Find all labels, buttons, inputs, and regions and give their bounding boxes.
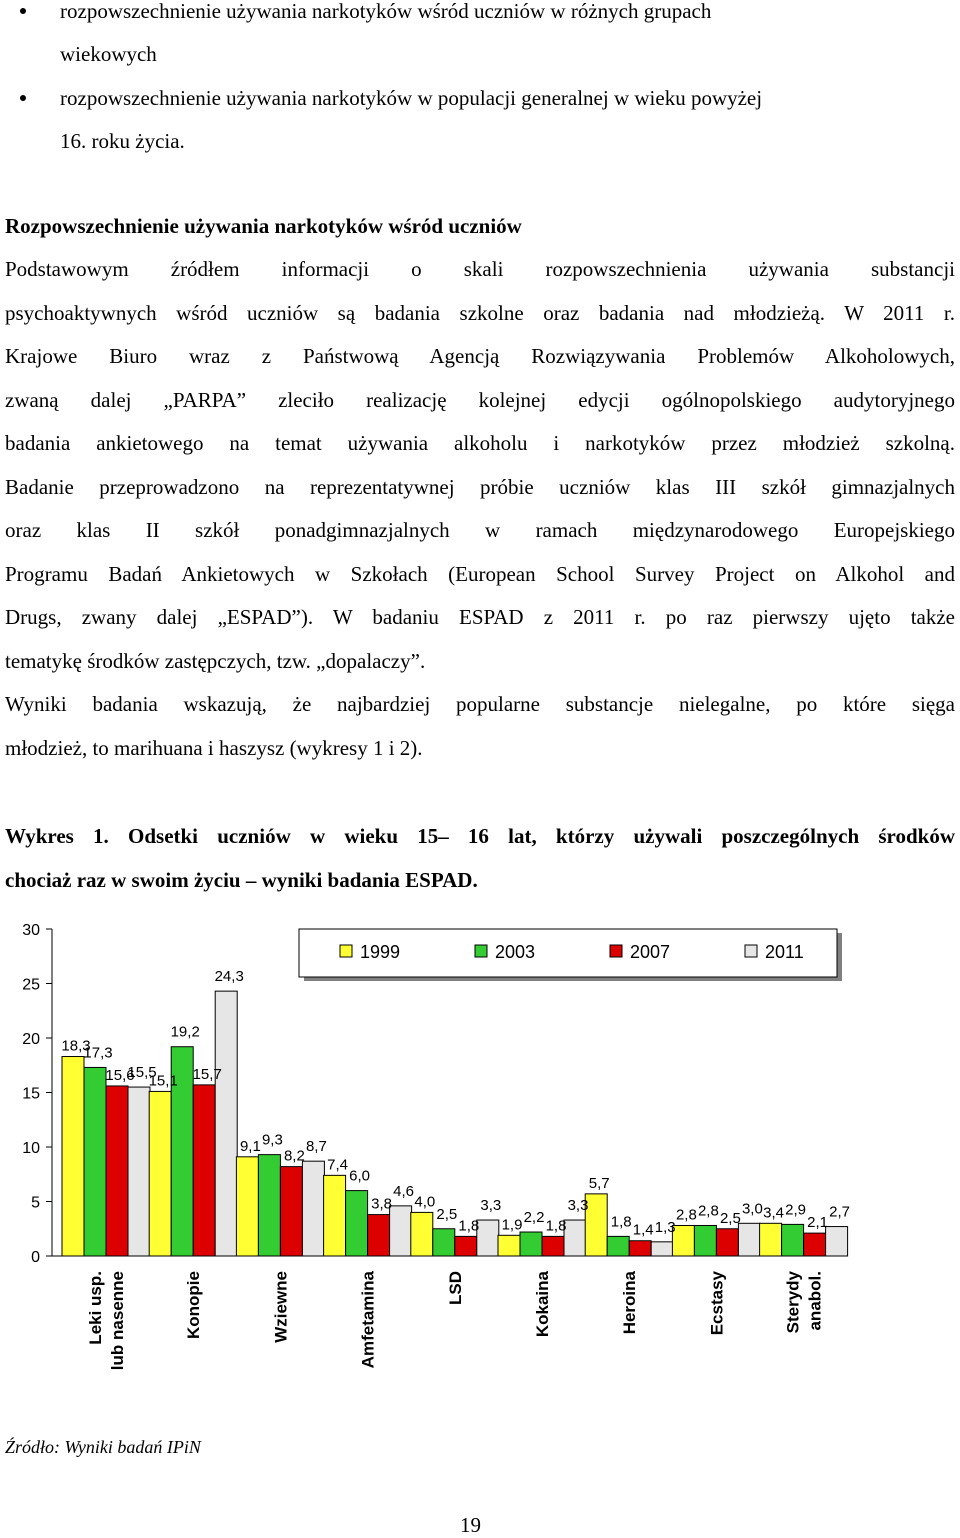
bar-2003: [346, 1191, 368, 1256]
paragraph-line: młodzież, to marihuana i haszysz (wykresy 1 i 2).: [5, 736, 423, 760]
paragraph-line: Wyniki badania wskazują, że najbardziej popularne substancje nielegalne, po które sięga: [5, 692, 955, 716]
source-note: Źródło: Wyniki badań IPiN: [5, 1437, 201, 1457]
data-label: 8,2: [283, 1147, 305, 1165]
bar-1999: [62, 1057, 84, 1256]
y-tick-label: 15: [22, 1085, 40, 1103]
bar-2003: [694, 1225, 716, 1256]
bar-2007: [368, 1215, 390, 1256]
data-label: 2,8: [675, 1206, 697, 1224]
bullet-text-continued: wiekowych: [60, 42, 157, 66]
data-label: 15,5: [127, 1064, 157, 1082]
bar-2007: [106, 1086, 128, 1256]
category-label: anabol.: [805, 1271, 825, 1331]
paragraph-line: Drugs, zwany dalej „ESPAD”). W badaniu ESPAD z 2011 r. po raz pierwszy ujęto także: [5, 605, 955, 629]
data-label: 2,7: [829, 1203, 851, 1221]
data-label: 3,0: [741, 1200, 763, 1218]
bar-1999: [498, 1235, 520, 1256]
legend-swatch: [340, 945, 352, 957]
paragraph-line: tematykę środków zastępczych, tzw. „dopalaczy”.: [5, 649, 426, 673]
data-label: 1,3: [654, 1218, 676, 1236]
bar-1999: [324, 1175, 346, 1256]
data-label: 1,8: [610, 1213, 632, 1231]
bullet-dot-icon: [20, 8, 26, 14]
bar-2011: [477, 1220, 499, 1256]
data-label: 3,3: [567, 1197, 589, 1215]
category-label: LSD: [445, 1271, 465, 1305]
bar-2011: [826, 1227, 848, 1256]
data-label: 19,2: [170, 1023, 200, 1041]
figure-caption: Wykres 1. Odsetki uczniów w wieku 15– 16 lat, którzy używali poszczególnych środków: [5, 824, 955, 848]
data-label: 3,8: [371, 1195, 393, 1213]
data-label: 24,3: [214, 968, 244, 986]
paragraph-line: Podstawowym źródłem informacji o skali rozpowszechnienia używania substancji: [5, 257, 955, 281]
data-label: 6,0: [349, 1167, 371, 1185]
section-heading: Rozpowszechnienie używania narkotyków wśród uczniów: [5, 214, 522, 238]
data-label: 2,5: [436, 1205, 458, 1223]
category-label: lub nasenne: [108, 1271, 127, 1371]
bar-chart: [0, 915, 960, 1385]
data-label: 1,8: [545, 1217, 567, 1235]
data-label: 8,7: [305, 1138, 327, 1156]
legend-label: 2003: [495, 942, 536, 962]
category-label: Ecstasy: [707, 1271, 727, 1336]
data-label: 9,1: [239, 1137, 261, 1155]
bar-2003: [84, 1067, 106, 1256]
data-label: 7,4: [327, 1156, 349, 1174]
data-label: 4,0: [414, 1193, 436, 1211]
legend-swatch: [610, 945, 622, 957]
y-axis: [22, 922, 52, 1266]
data-label: 5,7: [588, 1174, 610, 1192]
bar-1999: [672, 1225, 694, 1256]
bar-2011: [302, 1161, 324, 1256]
data-label: 2,9: [785, 1201, 807, 1219]
y-tick-label: 0: [31, 1249, 40, 1266]
bar-2011: [738, 1223, 760, 1256]
figure-caption-continued: chociaż raz w swoim życiu – wyniki badania ESPAD.: [5, 868, 478, 892]
bar-2007: [629, 1241, 651, 1256]
bar-2007: [804, 1233, 826, 1256]
data-label: 9,3: [261, 1131, 283, 1149]
category-label: Leki usp.: [86, 1271, 105, 1345]
data-label: 18,3: [61, 1037, 91, 1055]
data-label: 2,5: [719, 1209, 741, 1227]
legend-swatch: [475, 945, 487, 957]
paragraph-line: Krajowe Biuro wraz z Państwową Agencją Rozwiązywania Problemów Alkoholowych,: [5, 344, 955, 368]
category-label: Amfetamina: [358, 1271, 378, 1369]
legend-label: 1999: [360, 942, 401, 962]
bar-1999: [760, 1223, 782, 1256]
bar-2011: [128, 1087, 150, 1256]
bar-2011: [215, 991, 237, 1256]
bar-2007: [280, 1167, 302, 1256]
data-label: 4,6: [393, 1182, 415, 1200]
y-tick-label: 5: [31, 1194, 40, 1212]
data-label: 1,9: [501, 1216, 523, 1234]
y-tick-label: 25: [22, 976, 40, 994]
paragraph-line: zwaną dalej „PARPA” zleciło realizację kolejnej edycji ogólnopolskiego audytoryjnego: [5, 388, 955, 412]
bar-2011: [390, 1206, 412, 1256]
bar-2007: [716, 1229, 738, 1256]
bullet-text: rozpowszechnienie używania narkotyków wśród uczniów w różnych grupach: [60, 0, 712, 23]
bullet-text: rozpowszechnienie używania narkotyków w populacji generalnej w wieku powyżej: [60, 86, 763, 110]
y-tick-label: 30: [22, 922, 40, 939]
bar-2003: [607, 1236, 629, 1256]
y-tick-label: 10: [22, 1140, 40, 1157]
data-label: 2,1: [807, 1214, 829, 1232]
data-label: 3,3: [480, 1197, 502, 1215]
data-label: 1,4: [632, 1221, 654, 1239]
category-labels-group: [86, 1270, 825, 1370]
bar-2011: [651, 1242, 673, 1256]
legend-swatch: [745, 945, 757, 957]
bar-2007: [193, 1085, 215, 1256]
data-label: 2,2: [523, 1209, 545, 1227]
paragraph-line: Badanie przeprowadzono na reprezentatywnej próbie uczniów klas III szkół gimnazjalnych: [5, 475, 955, 499]
data-label: 1,8: [458, 1217, 480, 1235]
data-label: 15,7: [192, 1065, 222, 1083]
bar-1999: [149, 1091, 171, 1256]
bar-1999: [585, 1194, 607, 1256]
page-number: 19: [460, 1513, 481, 1537]
data-label: 15,1: [148, 1072, 178, 1090]
paragraph-line: badania ankietowego na temat używania alkoholu i narkotyków przez młodzież szkolną.: [5, 431, 955, 455]
category-label: Wziewne: [271, 1271, 291, 1343]
bar-2003: [520, 1232, 542, 1256]
data-label: 3,4: [763, 1204, 785, 1222]
category-label: Kokaina: [533, 1271, 552, 1338]
bar-2003: [433, 1229, 455, 1256]
legend-label: 2007: [630, 942, 671, 962]
legend: [299, 929, 842, 981]
category-label: Sterydy: [783, 1271, 803, 1334]
bar-2011: [564, 1220, 586, 1256]
category-label: Heroina: [620, 1271, 640, 1335]
category-label: Konopie: [184, 1271, 204, 1339]
legend-label: 2011: [765, 942, 804, 962]
bar-2007: [542, 1236, 564, 1256]
bar-2007: [455, 1236, 477, 1256]
bar-1999: [411, 1212, 433, 1256]
data-label: 2,8: [697, 1202, 719, 1220]
paragraph-line: oraz klas II szkół ponadgimnazjalnych w ramach międzynarodowego Europejskiego: [5, 518, 955, 542]
data-label: 17,3: [83, 1044, 113, 1062]
paragraph-line: Programu Badań Ankietowych w Szkołach (European School Survey Project on Alkohol and: [5, 562, 955, 586]
bullet-dot-icon: [20, 95, 26, 101]
bar-2003: [782, 1224, 804, 1256]
y-tick-label: 20: [22, 1031, 40, 1048]
bar-1999: [236, 1157, 258, 1256]
data-label: 15,6: [105, 1066, 135, 1084]
bullet-text-continued: 16. roku życia.: [60, 129, 185, 153]
paragraph-line: psychoaktywnych wśród uczniów są badania szkolne oraz badania nad młodzieżą. W 2011 r.: [5, 301, 955, 325]
bar-2003: [258, 1155, 280, 1256]
